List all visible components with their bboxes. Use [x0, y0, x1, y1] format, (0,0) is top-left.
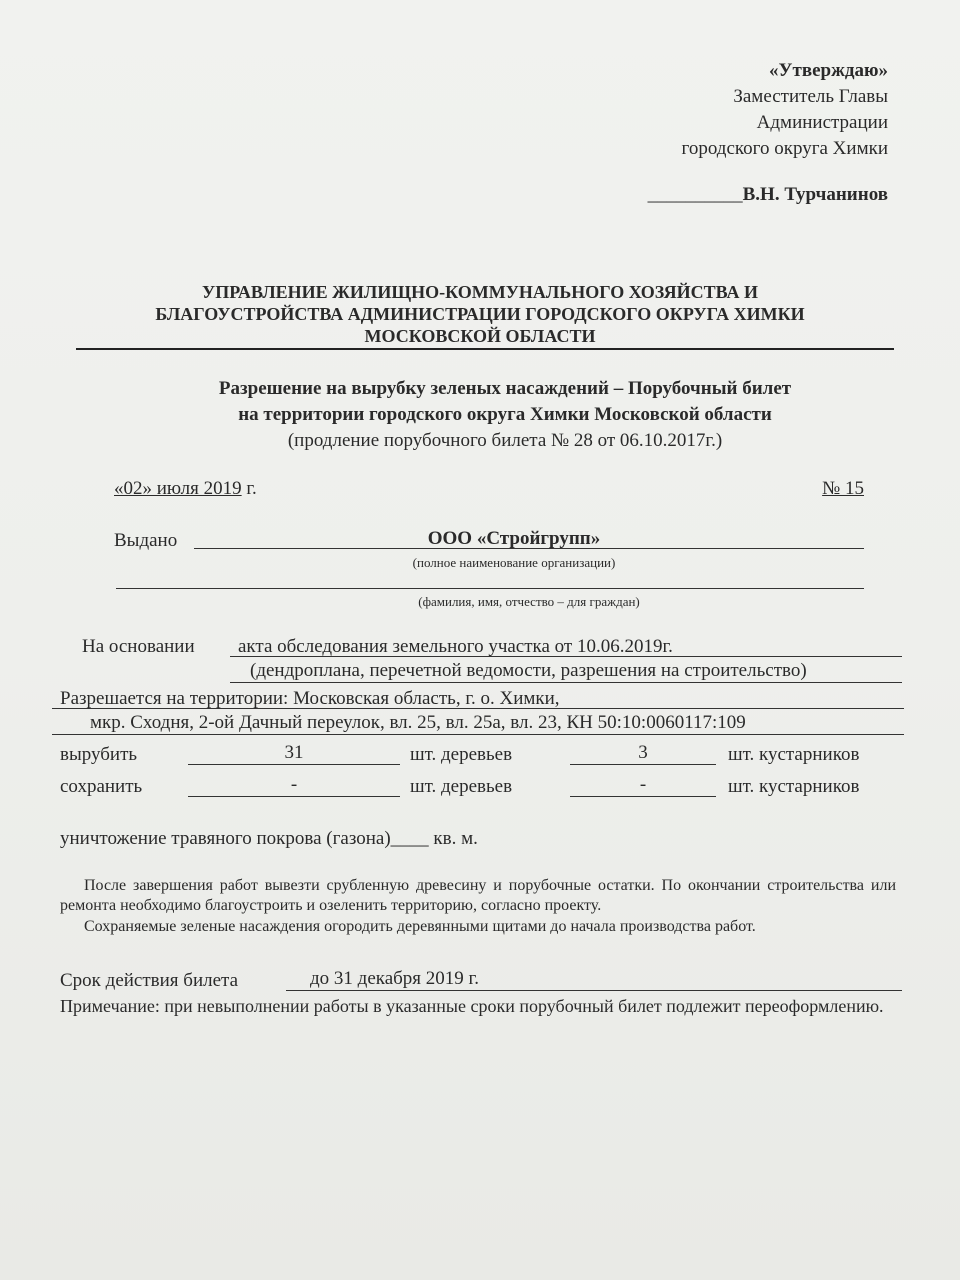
issued-label: Выдано — [114, 530, 178, 551]
issue-date-value: «02» июля 2019 — [114, 478, 242, 499]
header-divider — [76, 348, 894, 350]
lawn-label: уничтожение травяного покрова (газона)____ — [60, 828, 429, 849]
ticket-number: № 15 — [822, 478, 864, 499]
territory-line-2: мкр. Сходня, 2-ой Дачный переулок, вл. 25, вл. 25а, вл. 23, КН 50:10:0060117:109 — [90, 712, 746, 733]
approval-district: городского округа Химки — [681, 138, 888, 159]
header-line-1: УПРАВЛЕНИЕ ЖИЛИЩНО-КОММУНАЛЬНОГО ХОЗЯЙСТВА И — [201, 282, 758, 302]
territory-underline-2 — [52, 734, 904, 735]
basis-hint-underline — [230, 682, 902, 683]
header-line-3: МОСКОВСКОЙ ОБЛАСТИ — [364, 326, 596, 346]
instructions-paragraph-1: После завершения работ вывезти срубленную древесину и порубочные остатки. По окончании строительства или ремонта необходимо благоустроить и озеленить территорию, согласно проекту. — [60, 877, 896, 914]
header-line-2: БЛАГОУСТРОЙСТВА АДМИНИСТРАЦИИ ГОРОДСКОГО ОКРУГА ХИМКИ — [155, 304, 805, 324]
keep-trees-value: - — [290, 774, 298, 795]
issue-date-suffix: г. — [246, 478, 257, 499]
signer-name: В.Н. Турчанинов — [742, 184, 888, 205]
cut-shrubs-unit: шт. кустарников — [728, 744, 860, 765]
approval-title: «Утверждаю» — [769, 60, 888, 81]
cut-label: вырубить — [60, 744, 138, 765]
territory-line-1: Разрешается на территории: Московская область, г. о. Химки, — [60, 688, 560, 709]
doc-title-extension: (продление порубочного билета № 28 от 06.10.2017г.) — [287, 430, 723, 451]
cut-trees-value: 31 — [284, 742, 304, 763]
issued-value: ООО «Стройгрупп» — [427, 528, 601, 549]
keep-label: сохранить — [60, 776, 143, 797]
keep-trees-underline — [188, 796, 400, 797]
issued-hint-org: (полное наименование организации) — [412, 555, 616, 570]
keep-shrubs-value: - — [639, 774, 647, 795]
approval-signature — [648, 184, 888, 206]
validity-label: Срок действия билета — [60, 970, 239, 991]
cut-trees-underline — [188, 764, 400, 765]
basis-label: На основании — [82, 636, 195, 657]
person-underline — [116, 588, 864, 589]
cut-shrubs-value: 3 — [638, 742, 648, 763]
validity-underline — [286, 990, 902, 991]
lawn-unit: кв. м. — [433, 828, 478, 849]
issue-date — [114, 478, 257, 500]
instructions-paragraph-2: Сохраняемые зеленые насаждения огородить деревянными щитами до начала производства работ. — [84, 918, 756, 935]
keep-trees-unit: шт. деревьев — [410, 776, 513, 797]
doc-title-line-2: на территории городского округа Химки Московской области — [238, 404, 772, 425]
approval-position: Заместитель Главы — [733, 86, 888, 107]
keep-shrubs-underline — [570, 796, 716, 797]
basis-value: акта обследования земельного участка от 10.06.2019г. — [238, 636, 673, 657]
basis-hint: (дендроплана, перечетной ведомости, разрешения на строительство) — [250, 660, 807, 681]
signature-blank: __________ — [647, 184, 743, 205]
issued-hint-person: (фамилия, имя, отчество – для граждан) — [418, 594, 640, 609]
doc-title-line-1: Разрешение на вырубку зеленых насаждений – Порубочный билет — [218, 378, 792, 399]
note: Примечание: при невыполнении работы в указанные сроки порубочный билет подлежит переоформлению. — [60, 996, 884, 1016]
territory-underline-1 — [52, 708, 904, 709]
keep-shrubs-unit: шт. кустарников — [728, 776, 860, 797]
validity-value: до 31 декабря 2019 г. — [310, 968, 479, 989]
approval-administration: Администрации — [756, 112, 888, 133]
cut-shrubs-underline — [570, 764, 716, 765]
cut-trees-unit: шт. деревьев — [410, 744, 513, 765]
lawn-line — [60, 828, 478, 850]
